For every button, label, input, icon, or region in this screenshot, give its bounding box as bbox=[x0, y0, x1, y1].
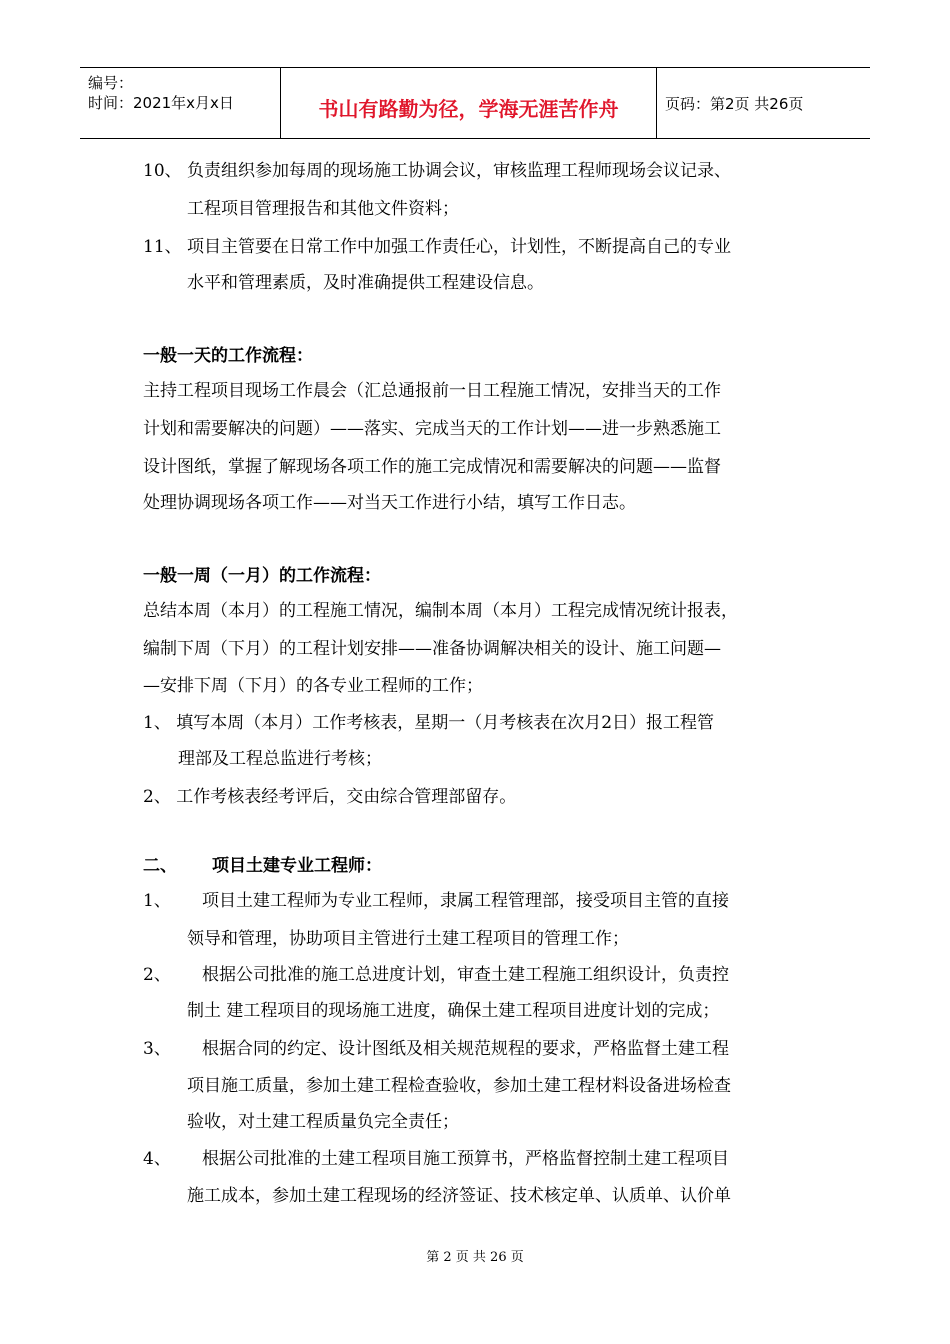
section-2-item-1-number: 1、 bbox=[143, 891, 171, 911]
list-item-11-line1: 11、 项目主管要在日常工作中加强工作责任心，计划性，不断提高自己的专业 bbox=[143, 237, 732, 257]
page-footer: 第 2 页 共 26 页 bbox=[426, 1250, 524, 1265]
header-meta-cell bbox=[80, 68, 281, 138]
weekly-workflow-heading: 一般一周（一月）的工作流程： bbox=[143, 566, 381, 586]
weekly-item-2: 2、 工作考核表经考评后，交由综合管理部留存。 bbox=[143, 787, 517, 807]
section-2-item-2-line1: 根据公司批准的施工总进度计划，审查土建工程施工组织设计，负责控 bbox=[202, 965, 729, 985]
daily-line-3: 设计图纸，掌握了解现场各项工作的施工完成情况和需要解决的问题——监督 bbox=[143, 457, 721, 477]
motto: 书山有路勤为径，学海无涯苦作舟 bbox=[318, 97, 619, 121]
daily-line-1: 主持工程项目现场工作晨会（汇总通报前一日工程施工情况，安排当天的工作 bbox=[143, 381, 721, 401]
daily-line-2: 计划和需要解决的问题）——落实、完成当天的工作计划——进一步熟悉施工 bbox=[143, 419, 721, 439]
weekly-item-1-line1: 1、 填写本周（本月）工作考核表，星期一（月考核表在次月2日）报工程管 bbox=[143, 713, 715, 733]
section-2-item-4-number: 4、 bbox=[143, 1149, 171, 1169]
header-motto-cell bbox=[281, 68, 657, 138]
daily-workflow-heading: 一般一天的工作流程： bbox=[143, 346, 313, 366]
section-2-item-1-line2: 领导和管理，协助项目主管进行土建工程项目的管理工作； bbox=[187, 929, 629, 949]
number-label: 编号： bbox=[88, 74, 134, 92]
daily-line-4: 处理协调现场各项工作——对当天工作进行小结，填写工作日志。 bbox=[143, 493, 636, 513]
document-header bbox=[80, 67, 870, 139]
weekly-item-1-line2: 理部及工程总监进行考核； bbox=[178, 749, 382, 769]
list-item-11-line2: 水平和管理素质，及时准确提供工程建设信息。 bbox=[187, 273, 544, 293]
section-2-item-4-line2: 施工成本，参加土建工程现场的经济签证、技术核定单、认质单、认价单 bbox=[187, 1186, 731, 1206]
header-page-cell bbox=[657, 68, 870, 138]
section-2-item-2-number: 2、 bbox=[143, 965, 171, 985]
list-item-10-line2: 工程项目管理报告和其他文件资料； bbox=[187, 199, 459, 219]
weekly-line-3: —安排下周（下月）的各专业工程师的工作； bbox=[143, 676, 483, 696]
section-2-title: 项目土建专业工程师： bbox=[212, 856, 382, 876]
weekly-line-2: 编制下周（下月）的工程计划安排——准备协调解决相关的设计、施工问题— bbox=[143, 639, 721, 659]
section-2-item-3-number: 3、 bbox=[143, 1039, 171, 1059]
section-2-item-1-line1: 项目土建工程师为专业工程师，隶属工程管理部，接受项目主管的直接 bbox=[202, 891, 729, 911]
section-2-item-3-line2: 项目施工质量，参加土建工程检查验收，参加土建工程材料设备进场检查 bbox=[187, 1076, 731, 1096]
list-item-10-line1: 10、 负责组织参加每周的现场施工协调会议，审核监理工程师现场会议记录、 bbox=[143, 161, 732, 181]
page-label: 页码：第2页 共26页 bbox=[665, 95, 804, 113]
section-2-item-3-line1: 根据合同的约定、设计图纸及相关规范规程的要求，严格监督土建工程 bbox=[202, 1039, 729, 1059]
section-2-item-2-line2: 制土 建工程项目的现场施工进度，确保土建工程项目进度计划的完成； bbox=[187, 1001, 720, 1021]
section-2-number: 二、 bbox=[143, 856, 177, 876]
section-2-item-4-line1: 根据公司批准的土建工程项目施工预算书，严格监督控制土建工程项目 bbox=[202, 1149, 729, 1169]
weekly-line-1: 总结本周（本月）的工程施工情况，编制本周（本月）工程完成情况统计报表， bbox=[143, 601, 738, 621]
section-2-item-3-line3: 验收，对土建工程质量负完全责任； bbox=[187, 1112, 459, 1132]
time-label: 时间：2021年x月x日 bbox=[88, 94, 234, 112]
